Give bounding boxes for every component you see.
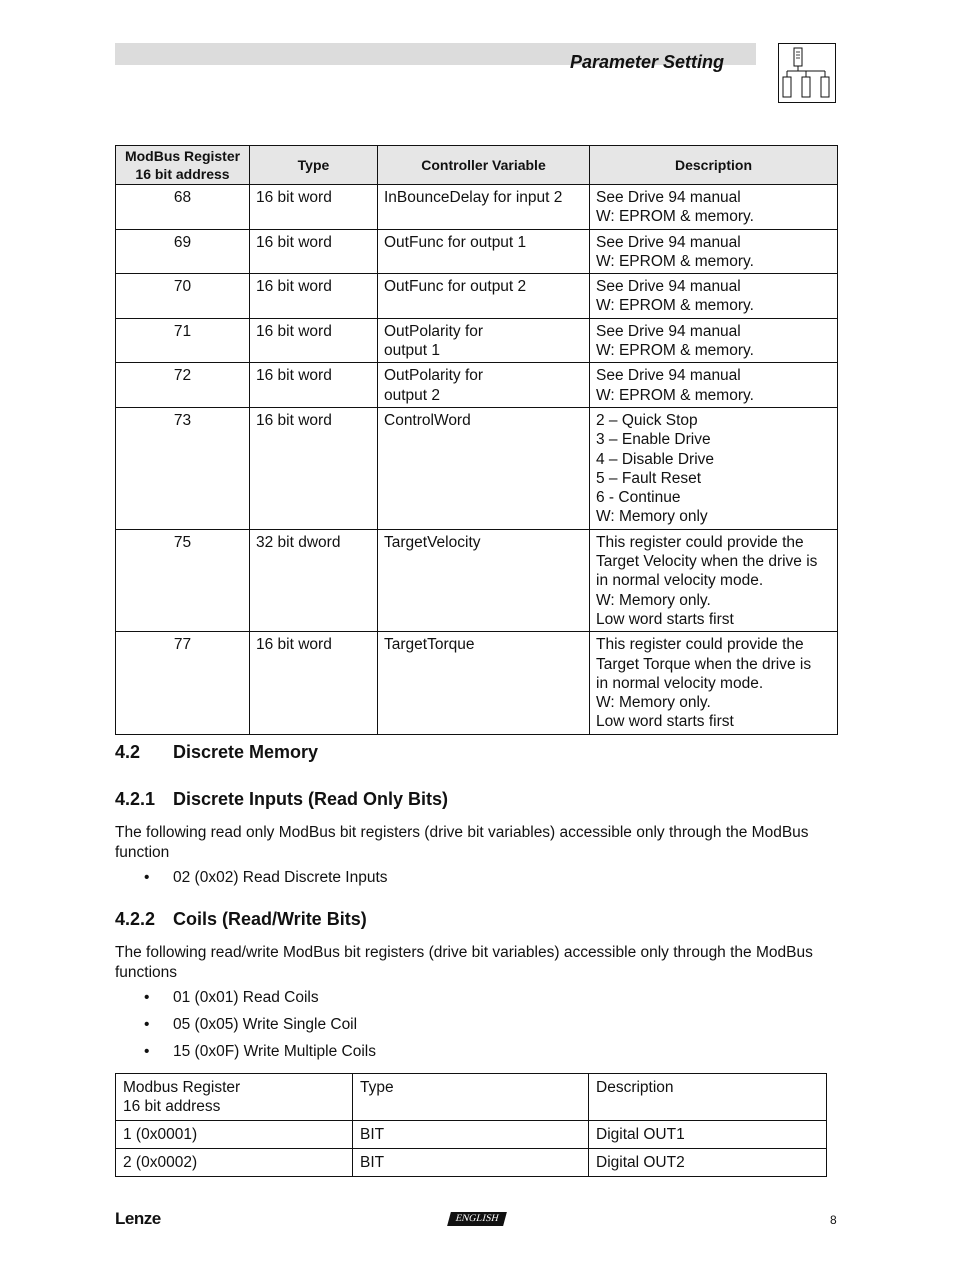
table-cell: 2 (0x0002) [116,1149,353,1177]
description-cell [590,407,838,529]
column-header: Description [590,146,838,185]
description-cell [590,632,838,734]
description-cell [590,529,838,631]
list-item-text: 05 (0x05) Write Single Coil [173,1016,358,1033]
cell-line: 5 – Fault Reset [596,469,702,487]
list-item [144,1016,357,1034]
table-row [116,229,838,274]
section-heading-4-2-2 [115,909,367,930]
cell-line: W: EPROM & memory. [596,386,754,404]
cell-line: output 2 [384,386,441,404]
column-header: ModBus Register 16 bit address [116,146,250,185]
language-badge: ENGLISH [447,1212,507,1226]
description-cell [590,318,838,363]
section-number: 4.2 [115,742,141,762]
lenze-logo: Lenze [115,1209,161,1228]
cell-line: See Drive 94 manual [596,233,741,251]
table-cell: 1 (0x0001) [116,1121,353,1149]
section-number: 4.2.2 [115,909,156,929]
description-cell [590,229,838,274]
cell-line: See Drive 94 manual [596,278,741,296]
section-title: Coils (Read/Write Bits) [173,909,367,929]
cell-line: See Drive 94 manual [596,322,741,340]
type-cell: 16 bit word [250,363,378,408]
type-cell: 16 bit word [250,185,378,230]
cell-line: Low word starts first [596,610,734,628]
table-row [116,363,838,408]
column-header: Type [250,146,378,185]
cell-line: OutFunc for output 1 [384,233,527,251]
table-cell: Digital OUT2 [589,1149,827,1177]
cell-line: TargetVelocity [384,533,481,551]
cell-line: ControlWord [384,411,471,429]
cell-line: See Drive 94 manual [596,367,741,385]
paragraph-coils: The following read/write ModBus bit registers (drive bit variables) accessible only through the ModBus functions [115,944,813,981]
description-cell [590,274,838,319]
bullet-icon: • [144,989,150,1006]
cell-line: Low word starts first [596,713,734,731]
cell-line: Target Torque when the drive is [596,655,812,673]
table-row [116,185,838,230]
cell-line: W: EPROM & memory. [596,297,754,315]
list-item-text: 15 (0x0F) Write Multiple Coils [173,1043,376,1060]
controller-variable-cell [378,229,590,274]
cell-line: W: Memory only [596,508,708,526]
register-address-cell: 77 [116,632,250,734]
column-header: Modbus Register 16 bit address [116,1074,353,1121]
table-row [116,274,838,319]
cell-line: W: Memory only. [596,591,711,609]
controller-variable-cell [378,529,590,631]
cell-line: W: EPROM & memory. [596,252,754,270]
controller-variable-cell [378,185,590,230]
register-table [115,145,838,735]
column-header: Description [589,1074,827,1121]
register-address-cell: 72 [116,363,250,408]
description-cell [590,363,838,408]
table-row [116,632,838,734]
cell-line: 6 - Continue [596,489,681,507]
page-number: 8 [830,1213,837,1227]
bullet-icon: • [144,1016,150,1033]
type-cell: 16 bit word [250,274,378,319]
table-row [116,407,838,529]
section-title: Discrete Inputs (Read Only Bits) [173,789,449,809]
bullet-icon: • [144,1043,150,1060]
controller-variable-cell [378,632,590,734]
section-heading-4-2-1 [115,789,448,810]
coils-table [115,1073,827,1177]
register-address-cell: 71 [116,318,250,363]
register-address-cell: 70 [116,274,250,319]
table-cell: BIT [353,1149,589,1177]
cell-line: output 1 [384,342,441,360]
page-header-title: Parameter Setting [569,52,724,72]
cell-line: 4 – Disable Drive [596,450,715,468]
controller-variable-cell [378,318,590,363]
list-item-text: 01 (0x01) Read Coils [173,989,319,1006]
table-cell: Digital OUT1 [589,1121,827,1149]
table-row [116,1121,827,1149]
table-row [116,529,838,631]
network-topology-icon [778,43,836,103]
cell-line: TargetTorque [384,636,475,654]
table-header-row [116,1074,827,1121]
register-address-cell: 75 [116,529,250,631]
list-item [144,869,388,887]
cell-line: This register could provide the [596,636,804,654]
register-address-cell: 69 [116,229,250,274]
cell-line: OutFunc for output 2 [384,278,527,296]
type-cell: 16 bit word [250,318,378,363]
table-header-row [116,146,838,185]
controller-variable-cell [378,274,590,319]
bullet-icon: • [144,869,150,886]
cell-line: 2 – Quick Stop [596,411,698,429]
table-cell: BIT [353,1121,589,1149]
cell-line: OutPolarity for [384,322,484,340]
type-cell: 32 bit dword [250,529,378,631]
cell-line: 3 – Enable Drive [596,431,711,449]
table-row [116,1149,827,1177]
section-heading-4-2 [115,742,318,763]
section-number: 4.2.1 [115,789,156,809]
cell-line: This register could provide the [596,533,804,551]
table-row [116,318,838,363]
register-address-cell: 68 [116,185,250,230]
cell-line: OutPolarity for [384,367,484,385]
cell-line: W: EPROM & memory. [596,208,754,226]
type-cell: 16 bit word [250,229,378,274]
cell-line: W: EPROM & memory. [596,342,754,360]
column-header: Controller Variable [378,146,590,185]
register-address-cell: 73 [116,407,250,529]
controller-variable-cell [378,363,590,408]
cell-line: InBounceDelay for input 2 [384,189,563,206]
description-cell [590,185,838,230]
cell-line: in normal velocity mode. [596,674,764,692]
controller-variable-cell [378,407,590,529]
list-item-text: 02 (0x02) Read Discrete Inputs [173,869,388,886]
type-cell: 16 bit word [250,407,378,529]
paragraph-discrete-inputs: The following read only ModBus bit registers (drive bit variables) accessible only through the ModBus function [115,824,809,861]
list-item [144,989,319,1007]
section-title: Discrete Memory [173,742,319,762]
column-header: Type [353,1074,589,1121]
cell-line: W: Memory only. [596,694,711,712]
cell-line: See Drive 94 manual [596,189,741,206]
type-cell: 16 bit word [250,632,378,734]
list-item [144,1043,376,1061]
cell-line: in normal velocity mode. [596,572,764,590]
cell-line: Target Velocity when the drive is [596,553,818,571]
